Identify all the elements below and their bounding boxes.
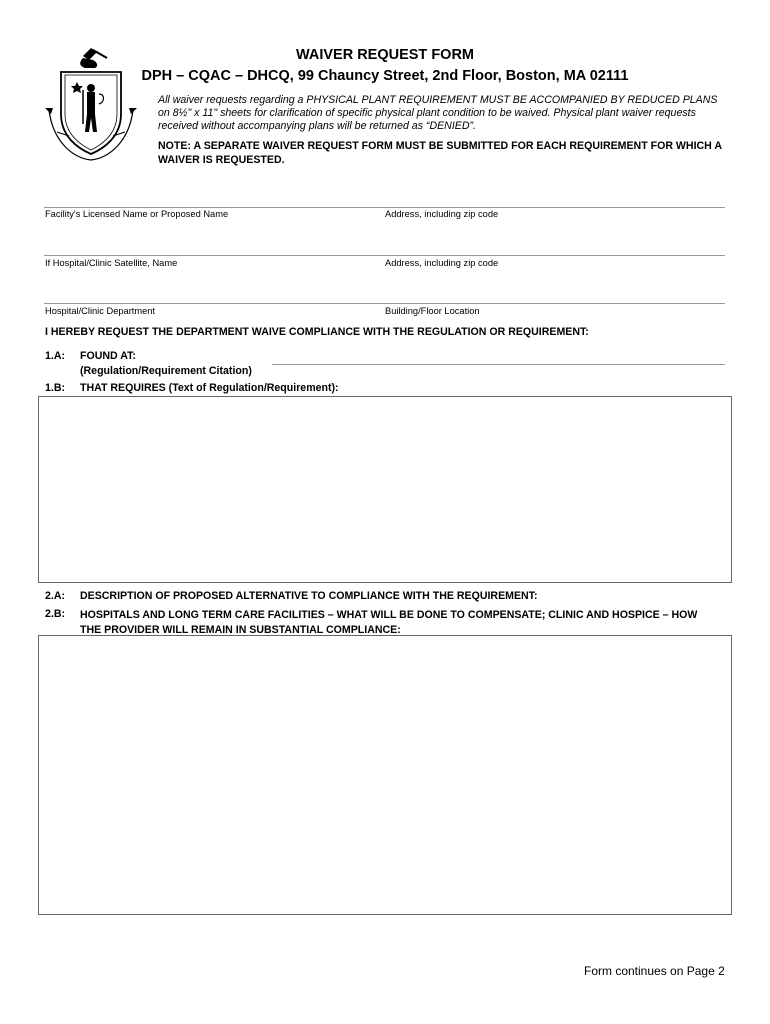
found-at-label: FOUND AT: xyxy=(80,350,136,362)
citation-sublabel: (Regulation/Requirement Citation) xyxy=(80,365,252,377)
citation-input-line[interactable] xyxy=(272,364,725,365)
form-title: WAIVER REQUEST FORM xyxy=(295,47,475,63)
satellite-address-label: Address, including zip code xyxy=(385,258,499,268)
alternative-text-box[interactable] xyxy=(38,635,732,915)
department-address: DPH – CQAC – DHCQ, 99 Chauncy Street, 2nd Floor, Boston, MA 02111 xyxy=(141,68,629,84)
satellite-name-line[interactable] xyxy=(44,255,725,256)
facility-name-line[interactable] xyxy=(44,207,725,208)
compensation-label: HOSPITALS AND LONG TERM CARE FACILITIES – WHAT WILL BE DONE TO COMPENSATE; CLINIC AND HOSPICE – HOW THE PROVIDER WILL REMAIN IN SUBSTANTIAL COMPLIANCE: xyxy=(80,609,698,636)
department-label: Hospital/Clinic Department xyxy=(45,306,156,316)
section-2a-number: 2.A: xyxy=(45,590,66,602)
separate-form-note: NOTE: A SEPARATE WAIVER REQUEST FORM MUST BE SUBMITTED FOR EACH REQUIREMENT FOR WHICH A WAIVER IS REQUESTED. xyxy=(158,140,722,166)
requires-label: THAT REQUIRES (Text of Regulation/Requirement): xyxy=(80,382,339,394)
department-line[interactable] xyxy=(44,303,725,304)
building-floor-label: Building/Floor Location xyxy=(385,306,480,316)
facility-name-label: Facility's Licensed Name or Proposed Name xyxy=(45,209,229,219)
requirement-text-box[interactable] xyxy=(38,396,732,583)
satellite-name-label: If Hospital/Clinic Satellite, Name xyxy=(45,258,178,268)
section-1a-number: 1.A: xyxy=(45,350,66,362)
facility-address-label: Address, including zip code xyxy=(385,209,499,219)
alternative-description-label: DESCRIPTION OF PROPOSED ALTERNATIVE TO COMPLIANCE WITH THE REQUIREMENT: xyxy=(80,590,538,602)
page-continuation-note: Form continues on Page 2 xyxy=(584,964,725,978)
plans-instructions: All waiver requests regarding a PHYSICAL PLANT REQUIREMENT MUST BE ACCOMPANIED BY REDUCED PLANS on 8½" x 11" sheets for clarification of specific physical plant condition to be waived. Physical plant waiver requests received without accompanying plans will be returned as “DENIED”. xyxy=(158,94,718,132)
section-1b-number: 1.B: xyxy=(45,382,66,394)
section-2b-number: 2.B: xyxy=(45,608,66,620)
request-statement: I HEREBY REQUEST THE DEPARTMENT WAIVE COMPLIANCE WITH THE REGULATION OR REQUIREMENT: xyxy=(45,326,589,338)
